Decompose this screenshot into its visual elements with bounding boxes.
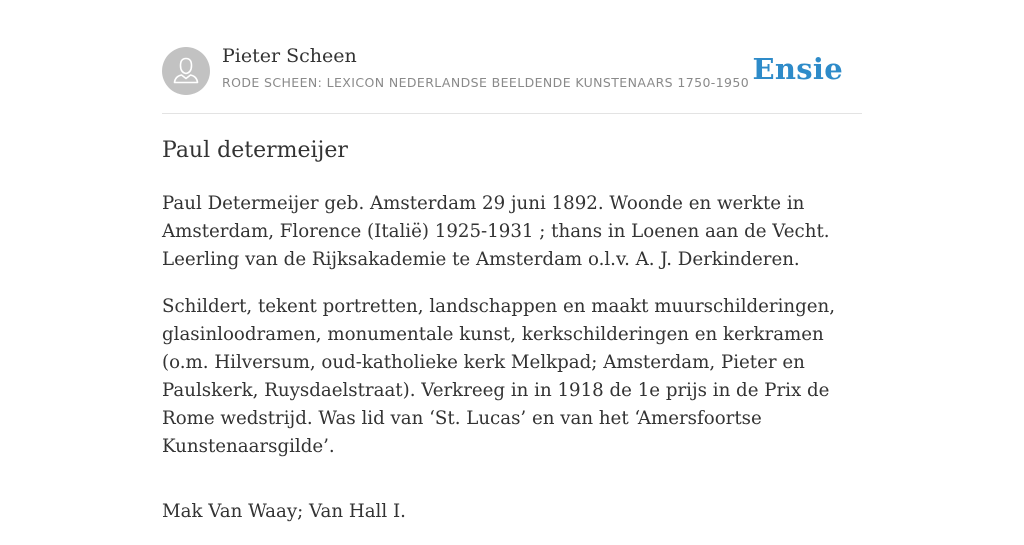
- article-body: [162, 190, 867, 545]
- paragraph-works: Schildert, tekent portretten, landschappen en maakt muurschilderingen, glasinloodramen, monumentale kunst, kerkschilderingen en kerkramen (o.m. Hilversum, oud-katholieke kerk Melkpad; Amsterdam, Pieter en Paulskerk, Ruysdaelstraat). Verkreeg in in 1918 de 1e prijs in de Prix de Rome wedstrijd. Was lid van ‘St. Lucas’ en van het ‘Amersfoortse Kunstenaarsgilde’.: [162, 296, 836, 457]
- article-header: [162, 0, 862, 114]
- ensie-logo[interactable]: Ensie: [752, 52, 843, 86]
- article-card: [162, 0, 862, 522]
- author-name[interactable]: Pieter Scheen: [222, 45, 357, 67]
- paragraph-references: Mak Van Waay; Van Hall I.: [162, 501, 406, 522]
- source-title[interactable]: RODE SCHEEN: LEXICON NEDERLANDSE BEELDENDE KUNSTENAARS 1750-1950: [222, 75, 750, 90]
- author-avatar[interactable]: [162, 47, 210, 95]
- user-silhouette-icon: [162, 47, 210, 95]
- paragraph-biography: Paul Determeijer geb. Amsterdam 29 juni 1892. Woonde en werkte in Amsterdam, Florence (Italië) 1925-1931 ; thans in Loenen aan de Vecht. Leerling van de Rijksakademie te Amsterdam o.l.v. A. J. Derkinderen.: [162, 193, 830, 270]
- article-title: Paul determeijer: [162, 138, 348, 163]
